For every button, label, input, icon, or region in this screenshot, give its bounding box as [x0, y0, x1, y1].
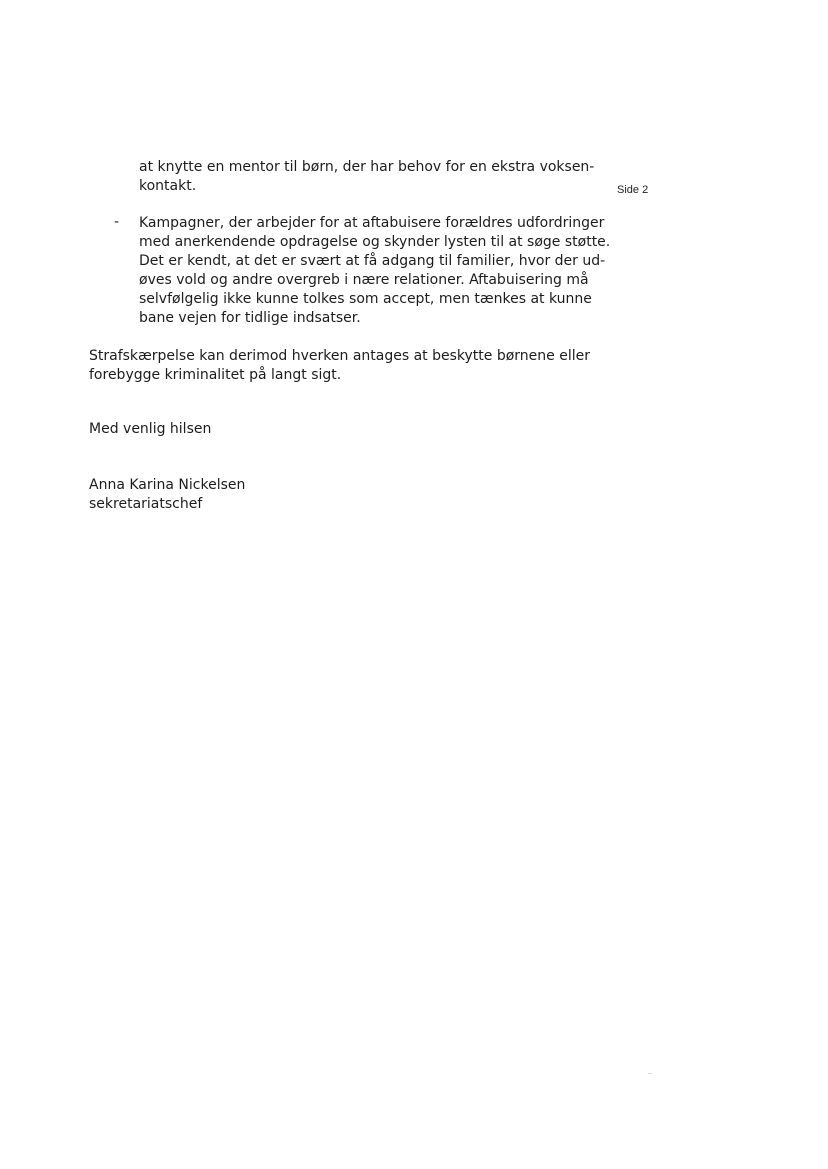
bullet-item-line: med anerkendende opdragelse og skynder lysten til at søge støtte.: [139, 234, 611, 250]
bullet-item-line: selvfølgelig ikke kunne tolkes som accept, men tænkes at kunne: [139, 291, 592, 307]
bullet-item-line: bane vejen for tidlige indsatser.: [139, 310, 361, 326]
scan-speck: [648, 1073, 652, 1074]
closing-salutation: Med venlig hilsen: [89, 421, 212, 437]
page-number: Side 2: [617, 184, 649, 196]
bullet-item-line: øves vold og andre overgreb i nære relationer. Aftabuisering må: [139, 272, 589, 288]
bullet-item-line: Kampagner, der arbejder for at aftabuisere forældres udfordringer: [139, 215, 605, 231]
conclusion-line: Strafskærpelse kan derimod hverken antages at beskytte børnene eller: [89, 348, 590, 364]
bullet-item-line: Det er kendt, at det er svært at få adgang til familier, hvor der ud-: [139, 253, 606, 269]
bullet-marker: -: [114, 214, 120, 230]
signature-name: Anna Karina Nickelsen: [89, 477, 246, 493]
continued-item-line: at knytte en mentor til børn, der har behov for en ekstra voksen-: [139, 159, 595, 175]
conclusion-line: forebygge kriminalitet på langt sigt.: [89, 367, 342, 383]
continued-item-line: kontakt.: [139, 178, 197, 194]
signature-title: sekretariatschef: [89, 496, 203, 512]
